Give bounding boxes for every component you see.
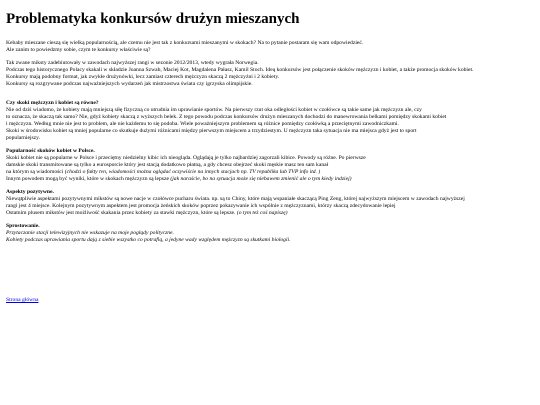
intro-paragraph [6,40,534,54]
section-line: Niewątpliwie aspektami pozytywnymi mikstów są nowe nacje w czołówce pucharu świata. np. są to Chiny, które mają wspaniałe skaczącą Ping Zeng, której najwyższym miejscem w zawodach najwyższej [6,196,465,202]
history-line-2: Podczas tego historycznego Polacy skakali w składzie Joanna Szwab, Maciej Kot, Magdalena Pałasz, Kamil Stoch. Ideą konkursów jest połączenie skoków mężczyzn i kobiet, a także promocja skoków kobiet. [6,67,474,73]
home-link[interactable]: Strona główna [6,297,39,303]
section-line: Kobiety podczas uprawiania sportu dają z siebie wszystko co potrafią, a jedyne wady względem mężczyzn są skutkami biologii. [6,237,291,243]
section-line: damskie skoki transmitowane są tylko a eurosporcie który jest stacją dodatkowo płatną, a gdy chcesz obejrzeć skoki męskie masz ten sam kanał [6,162,329,168]
section-popularity [6,148,534,183]
section-note: (jak naraście, bo na sytuacja może się niebawem zmienić ale o tym kiedy indziej) [170,176,352,182]
section-line: na którym są wiadomości [6,169,64,175]
section-line: to oznacza, że skaczą tak samo? Nie, gdyż kobiety skaczą z wyższych belek. Z tego powodu podczas konkursów drużyn mieszanych dochodzi do manewrowania belkami pomiędzy skokami kobiet [6,114,447,120]
section-heading: Popularność skoków kobiet w Polsce. [6,148,95,154]
section-line: i mężczyzn. Według mnie nie jest to problem, ale nie każdemu to się podoba. Wiele poważniejszym problemem są różnice pomiędzy czołówką a przeciętnymi zawodniczkami. [6,121,399,127]
section-note: (o tym też coś napiszę) [236,210,288,216]
section-heading: Aspekty pozytywne. [6,189,54,195]
section-line: Innym powodem mogą być wyniki, które w skokach mężczyzn są lepsze [6,176,169,182]
history-paragraph [6,60,534,88]
section-line: Przytaczanie stacji telewizyjnych nie wskazuje na moje poglądy polityczne. [6,230,174,236]
history-line-1: Tak zwane miksty zadebiutowały w zawodach najwyższej rangi w sezonie 2012/2013, wtedy wygrała Norwegia. [6,60,259,66]
section-line: Skoki kobiet nie są popularne w Polsce i przeciętny niedzielny kibic ich nieogląda. Oglądają je tylko najbardziej zagorzali kibice. Powody są różne. Po pierwsze [6,155,366,161]
section-line: rangi jest 4 miejsce. Kolejnym pozytywnym aspektem jest promocja żeńskich skoków poprzez pokazywanie ich wspólnie z mężczyznami, którzy skaczą zdecydowanie lepiej [6,203,396,209]
section-heading: Czy skoki mężczyzn i kobiet są równe? [6,100,99,106]
section-note: (chodzi o fakty tvn, wiadomości można oglądać oczywiście na innych stacjach np. TV republika lub TVP info itd. ) [64,169,321,175]
section-equality [6,100,534,142]
section-line: Nie od dziś wiadomo, że kobiety mają mniejszą siłę fizyczną co utrudnia im uprawianie sportów. Na pierwszy rzut oka odległości kobiet w czołówce są takie same jak mężczyzn ale, czy [6,107,422,113]
section-line: Skoki w środowisku kobiet są mniej popularne co skutkuje dużymi różnicami między pierwszym miejscem a trzydziestym. U mężczyzn taka sytuacja nie ma miejsca gdyż jest to sport [6,128,417,134]
page-title: Problematyka konkursów drużyn mieszanych [6,11,300,27]
section-correction [6,223,534,244]
intro-line-1: Kebaby mieszane cieszą się wielką popularnością, ale czemu nie jest tak z konkursami mieszanymi w skokach? Na to pytanie postaram się wam odpowiedzieć. [6,40,364,46]
section-heading: Sprostowanie. [6,223,40,229]
history-line-3: Konkursy mają podobny format, jak zwykłe drużynówki, lecz zamiast czterech mężczyzn skaczą 2 mężczyźni i 2 kobiety. [6,74,280,80]
section-line: Ostatnim plusem mikstów jest możliwość skakania przez kobiety za stawki mężczyzn, które są lepsze. [6,210,236,216]
section-positive [6,189,534,217]
section-line: popularniejszy. [6,135,40,141]
intro-line-2: Ale zanim to powiedzmy sobie, czym te konkursy właściwie są? [6,47,151,53]
history-line-4: Konkursy są rozgrywane podczas najważniejszych wydarzeń jak mistrzostwa świata czy igrzyska olimpijskie. [6,81,253,87]
